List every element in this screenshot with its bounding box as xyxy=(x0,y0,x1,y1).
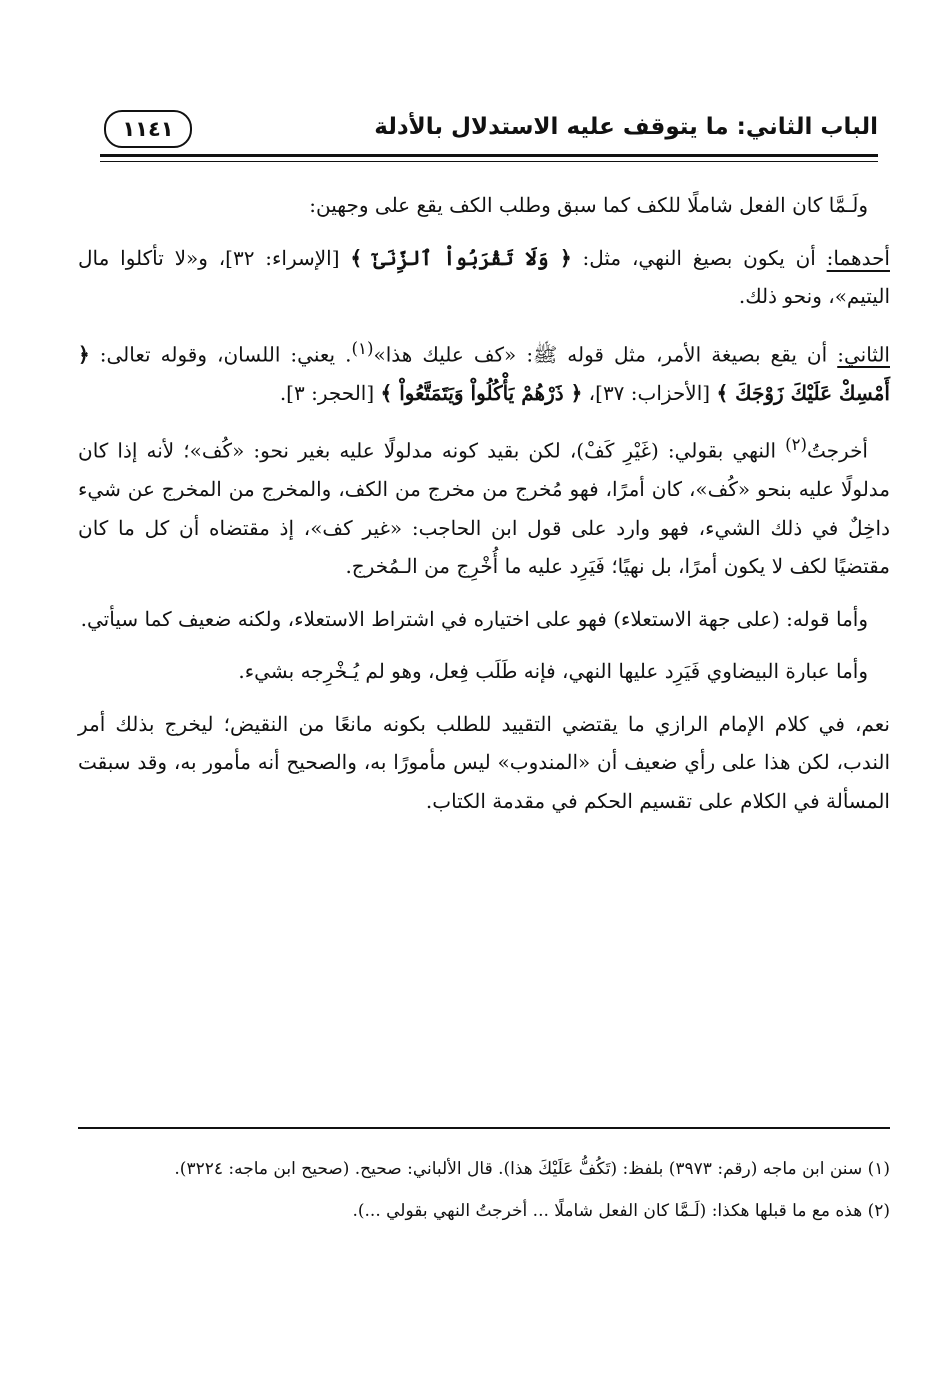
second-case-text-a: أن يقع بصيغة الأمر، مثل قوله ﷺ: «كف عليك هذا» xyxy=(373,342,838,367)
header-rule-thick xyxy=(100,154,878,157)
footnote-ref-1[interactable]: (١) xyxy=(351,338,374,358)
main-text xyxy=(78,186,890,834)
quran-verse-amsik: ﴿ أَمْسِكْ عَلَيْكَ زَوْجَكَ ﴾ xyxy=(78,342,890,405)
second-case-text-b: . يعني: اللسان، وقوله تعالى: xyxy=(89,342,352,367)
chapter-title: الباب الثاني: ما يتوقف عليه الاستدلال بالأدلة xyxy=(374,114,878,140)
second-case-text-c: [الأحزاب: ٣٧]، xyxy=(582,380,717,405)
first-case-label: أحدهما: xyxy=(826,245,890,270)
footnotes-section xyxy=(78,1150,890,1234)
running-header xyxy=(100,108,878,152)
exclusion-text-a: أخرجتُ xyxy=(807,438,868,463)
second-case-label: الثاني: xyxy=(837,342,890,367)
first-case-text-a: أن يكون بصيغ النهي، مثل: xyxy=(571,245,827,270)
paragraph-baydawi: وأما عبارة البيضاوي فَيَرِد عليها النهي، فإنه طَلَب فِعل، وهو لم يُـخْرِجه بشيء. xyxy=(238,659,868,684)
paragraph-first-case xyxy=(78,239,890,316)
page-number-badge: ١١٤١ xyxy=(104,110,192,148)
footnote-separator xyxy=(78,1127,890,1129)
second-case-text-d: [الحجر: ٣]. xyxy=(279,380,381,405)
footnote-1: (١) سنن ابن ماجه (رقم: ٣٩٧٣) بلفظ: (تَكُفُّ عَلَيْكَ هذا). قال الألباني: صحيح. (صحيح ابن ماجه: ٣٢٢٤). xyxy=(174,1159,890,1179)
footnote-ref-2[interactable]: (٢) xyxy=(785,435,808,455)
paragraph-razi: نعم، في كلام الإمام الرازي ما يقتضي التقييد للطلب بكونه مانعًا من النقيض؛ ليخرج بذلك أمر الندب، لكن هذا على رأي ضعيف أن «المندوب» ليس مأمورًا به، والصحيح أنه مأمور به، وقد سبقت المسألة في الكلام على تقسيم الحكم في مقدمة الكتاب. xyxy=(78,711,890,813)
paragraph-istila: وأما قوله: (على جهة الاستعلاء) فهو على اختياره في اشتراط الاستعلاء، ولكنه ضعيف كما سيأتي. xyxy=(80,606,868,631)
footnote-2: (٢) هذه مع ما قبلها هكذا: (لَـمَّا كان الفعل شاملًا ... أخرجتُ النهي بقولي ...). xyxy=(352,1201,890,1221)
first-case-text-b: [الإسراء: ٣٢]، و«لا تأكلوا مال اليتيم»، ونحو ذلك. xyxy=(78,245,890,308)
quran-verse-dharhum: ﴿ ذَرْهُمْ يَأْكُلُواْ وَيَتَمَتَّعُواْ ﴾ xyxy=(380,380,583,405)
paragraph-exclusion xyxy=(78,426,890,586)
quran-verse-zina: ﴿ وَلَا تَقْرَبُواْ ٱلزِّنَىٰٓ ﴾ xyxy=(350,245,572,270)
paragraph-second-case xyxy=(78,330,890,413)
paragraph-intro: ولَـمَّا كان الفعل شاملًا للكف كما سبق وطلب الكف يقع على وجهين: xyxy=(309,193,868,217)
header-rule-thin xyxy=(100,161,878,162)
exclusion-text-b: النهي بقولي: (غَيْرِ كَفْ)، لكن بقيد كونه مدلولًا عليه بغير نحو: «كُف»؛ لأنه إذا كان مدلولًا عليه بنحو «كُف»، كان أمرًا، فهو مُخرج من مخرج من الكف، والمخرج من المخرج عن شيء داخِلٌ في ذلك الشيء، فهو وارد على قول ابن الحاجب: «غير كف»، إذ مقتضاه أن كل ما كان مقتضيًا لكف لا يكون أمرًا، بل نهيًا؛ فَيَرِد عليه ما أُخْرِج من الـمُخرج. xyxy=(78,438,890,579)
